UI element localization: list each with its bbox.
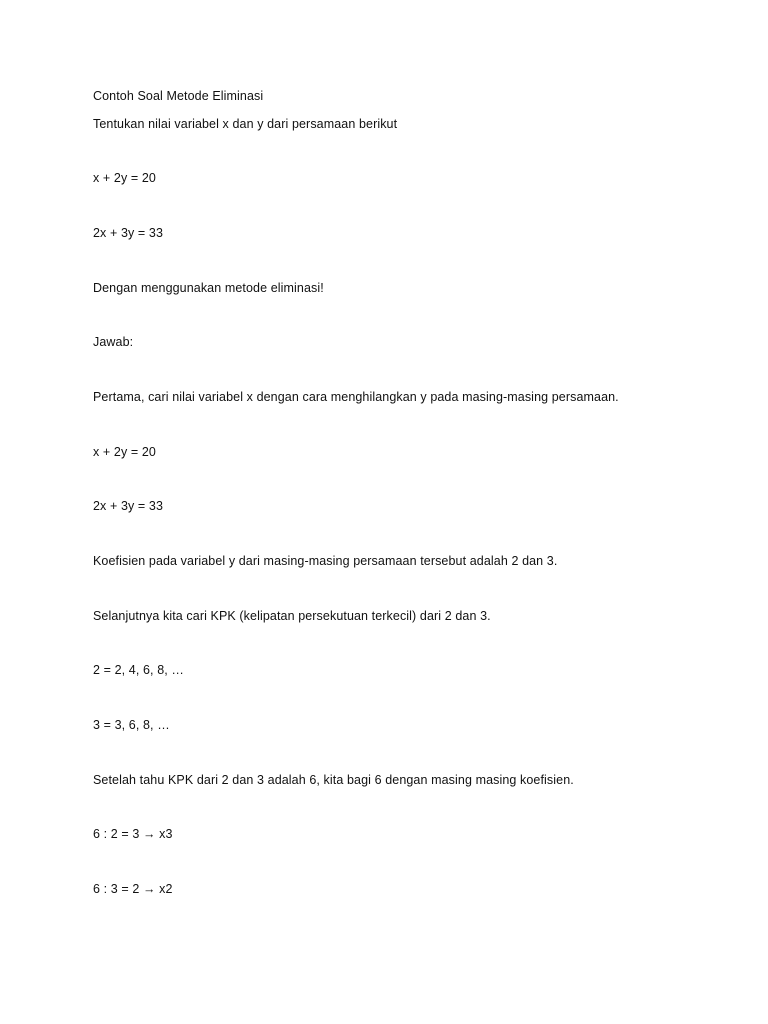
coefficient-note: Koefisien pada variabel y dari masing-masing persamaan tersebut adalah 2 dan 3. [93, 554, 558, 568]
lcm-note: Selanjutnya kita cari KPK (kelipatan persekutuan terkecil) dari 2 dan 3. [93, 609, 491, 623]
step-1-text: Pertama, cari nilai variabel x dengan cara menghilangkan y pada masing-masing persamaan. [93, 390, 619, 404]
question-text: Tentukan nilai variabel x dan y dari persamaan berikut [93, 117, 398, 131]
multiples-of-3: 3 = 3, 6, 8, … [93, 718, 170, 732]
division-2: 6 : 3 = 2 → x2 [93, 882, 173, 896]
equation-1-repeat: x + 2y = 20 [93, 445, 156, 459]
division-1: 6 : 2 = 3 → x3 [93, 827, 173, 841]
lcm-result-text: Setelah tahu KPK dari 2 dan 3 adalah 6, kita bagi 6 dengan masing masing koefisien. [93, 773, 574, 787]
document-title: Contoh Soal Metode Eliminasi [93, 89, 264, 103]
multiples-of-2: 2 = 2, 4, 6, 8, … [93, 663, 184, 677]
answer-label: Jawab: [93, 335, 134, 349]
equation-2: 2x + 3y = 33 [93, 226, 163, 240]
instruction-text: Dengan menggunakan metode eliminasi! [93, 281, 324, 295]
equation-2-repeat: 2x + 3y = 33 [93, 499, 163, 513]
equation-1: x + 2y = 20 [93, 171, 156, 185]
